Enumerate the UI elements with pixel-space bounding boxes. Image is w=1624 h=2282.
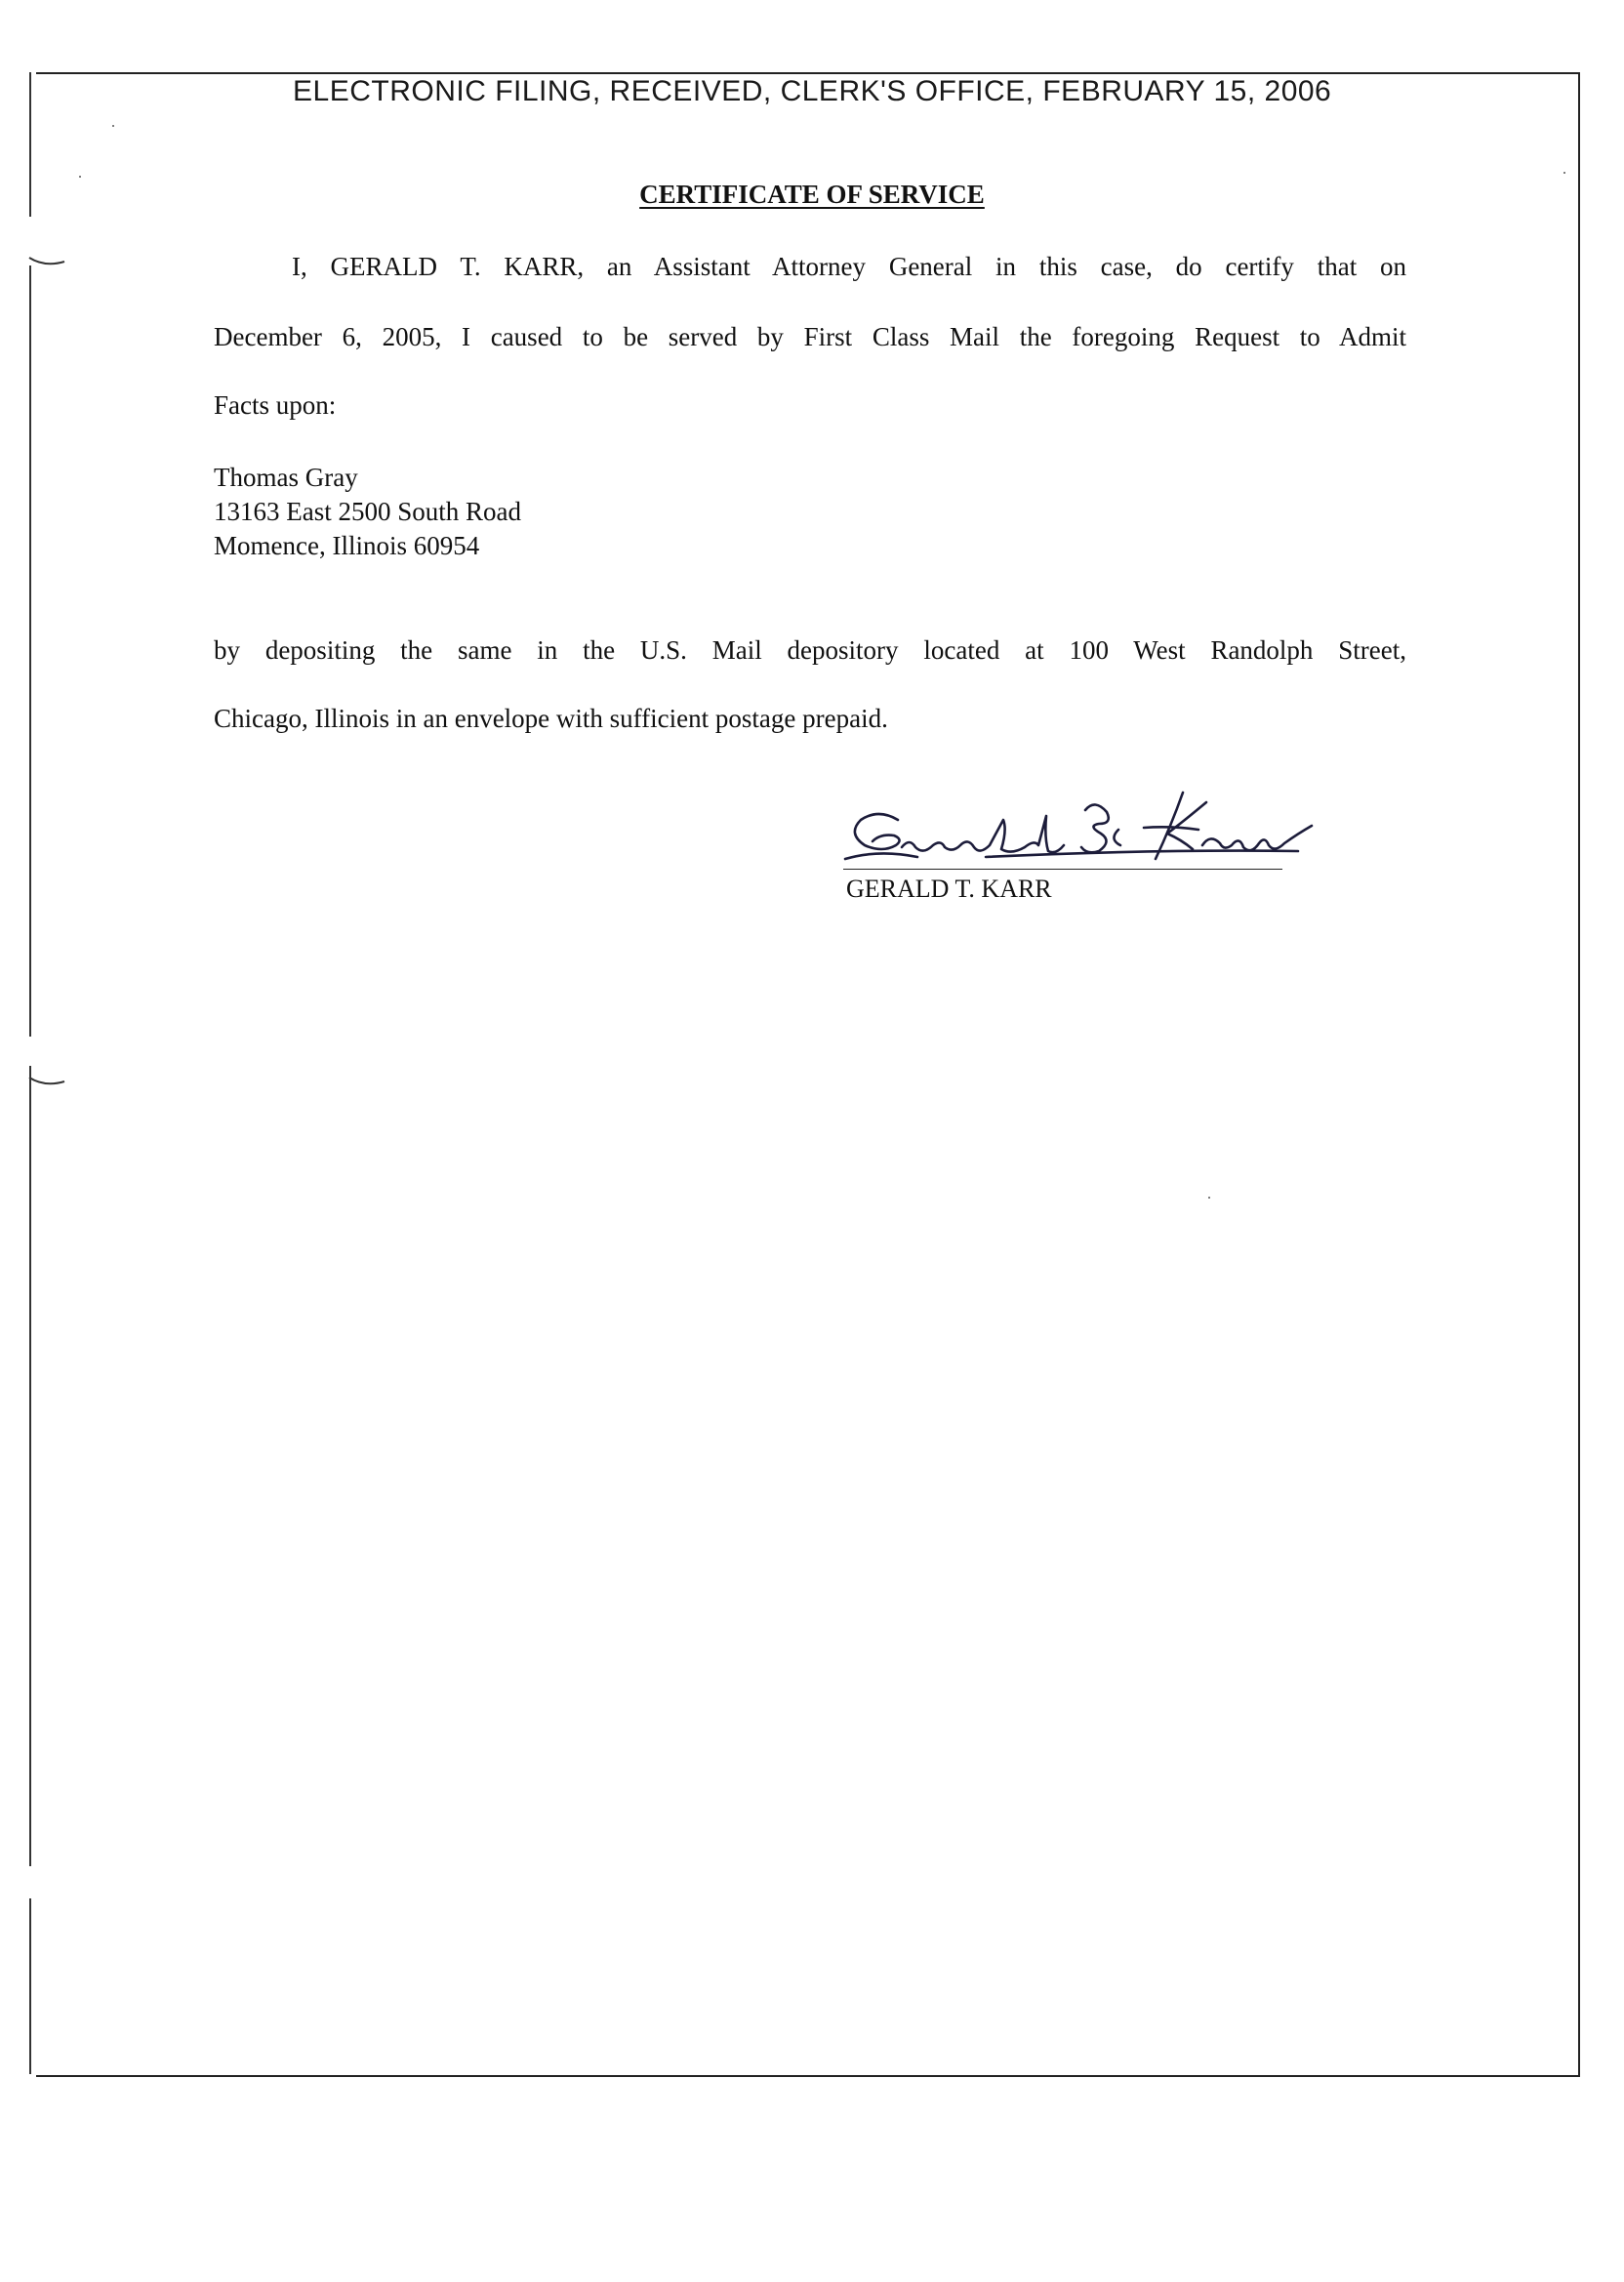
scan-speck (112, 125, 114, 127)
deposit-line-1: by depositing the same in the U.S. Mail depository located at 100 West Randolph Street, (214, 635, 1406, 665)
page-title: CERTIFICATE OF SERVICE (639, 180, 985, 209)
signer-name: GERALD T. KARR (846, 875, 1052, 903)
scan-speck (79, 176, 81, 178)
filing-stamp: ELECTRONIC FILING, RECEIVED, CLERK'S OFFICE, FEBRUARY 15, 2006 (293, 75, 1332, 107)
page-edge-left (29, 1066, 31, 1866)
page-edge-left (29, 265, 31, 1037)
page-edge-left (29, 1898, 31, 2074)
scan-speck (1563, 172, 1565, 174)
recipient-street: 13163 East 2500 South Road (214, 497, 521, 526)
certification-line-1: I, GERALD T. KARR, an Assistant Attorney General in this case, do certify that on (292, 252, 1406, 281)
signature-line (843, 869, 1282, 870)
binder-mark-icon (27, 1076, 66, 1087)
deposit-line-2: Chicago, Illinois in an envelope with sufficient postage prepaid. (214, 704, 888, 733)
page-border (36, 72, 1580, 2077)
scan-speck (1208, 1197, 1210, 1199)
certification-line-3: Facts upon: (214, 390, 337, 420)
handwritten-signature (839, 791, 1386, 878)
recipient-name: Thomas Gray (214, 463, 358, 492)
certification-line-2: December 6, 2005, I caused to be served by First Class Mail the foregoing Request to Admit (214, 322, 1406, 351)
recipient-city: Momence, Illinois 60954 (214, 531, 480, 560)
binder-mark-icon (27, 256, 66, 267)
signature-block (839, 791, 1386, 908)
recipient-address (214, 461, 521, 563)
